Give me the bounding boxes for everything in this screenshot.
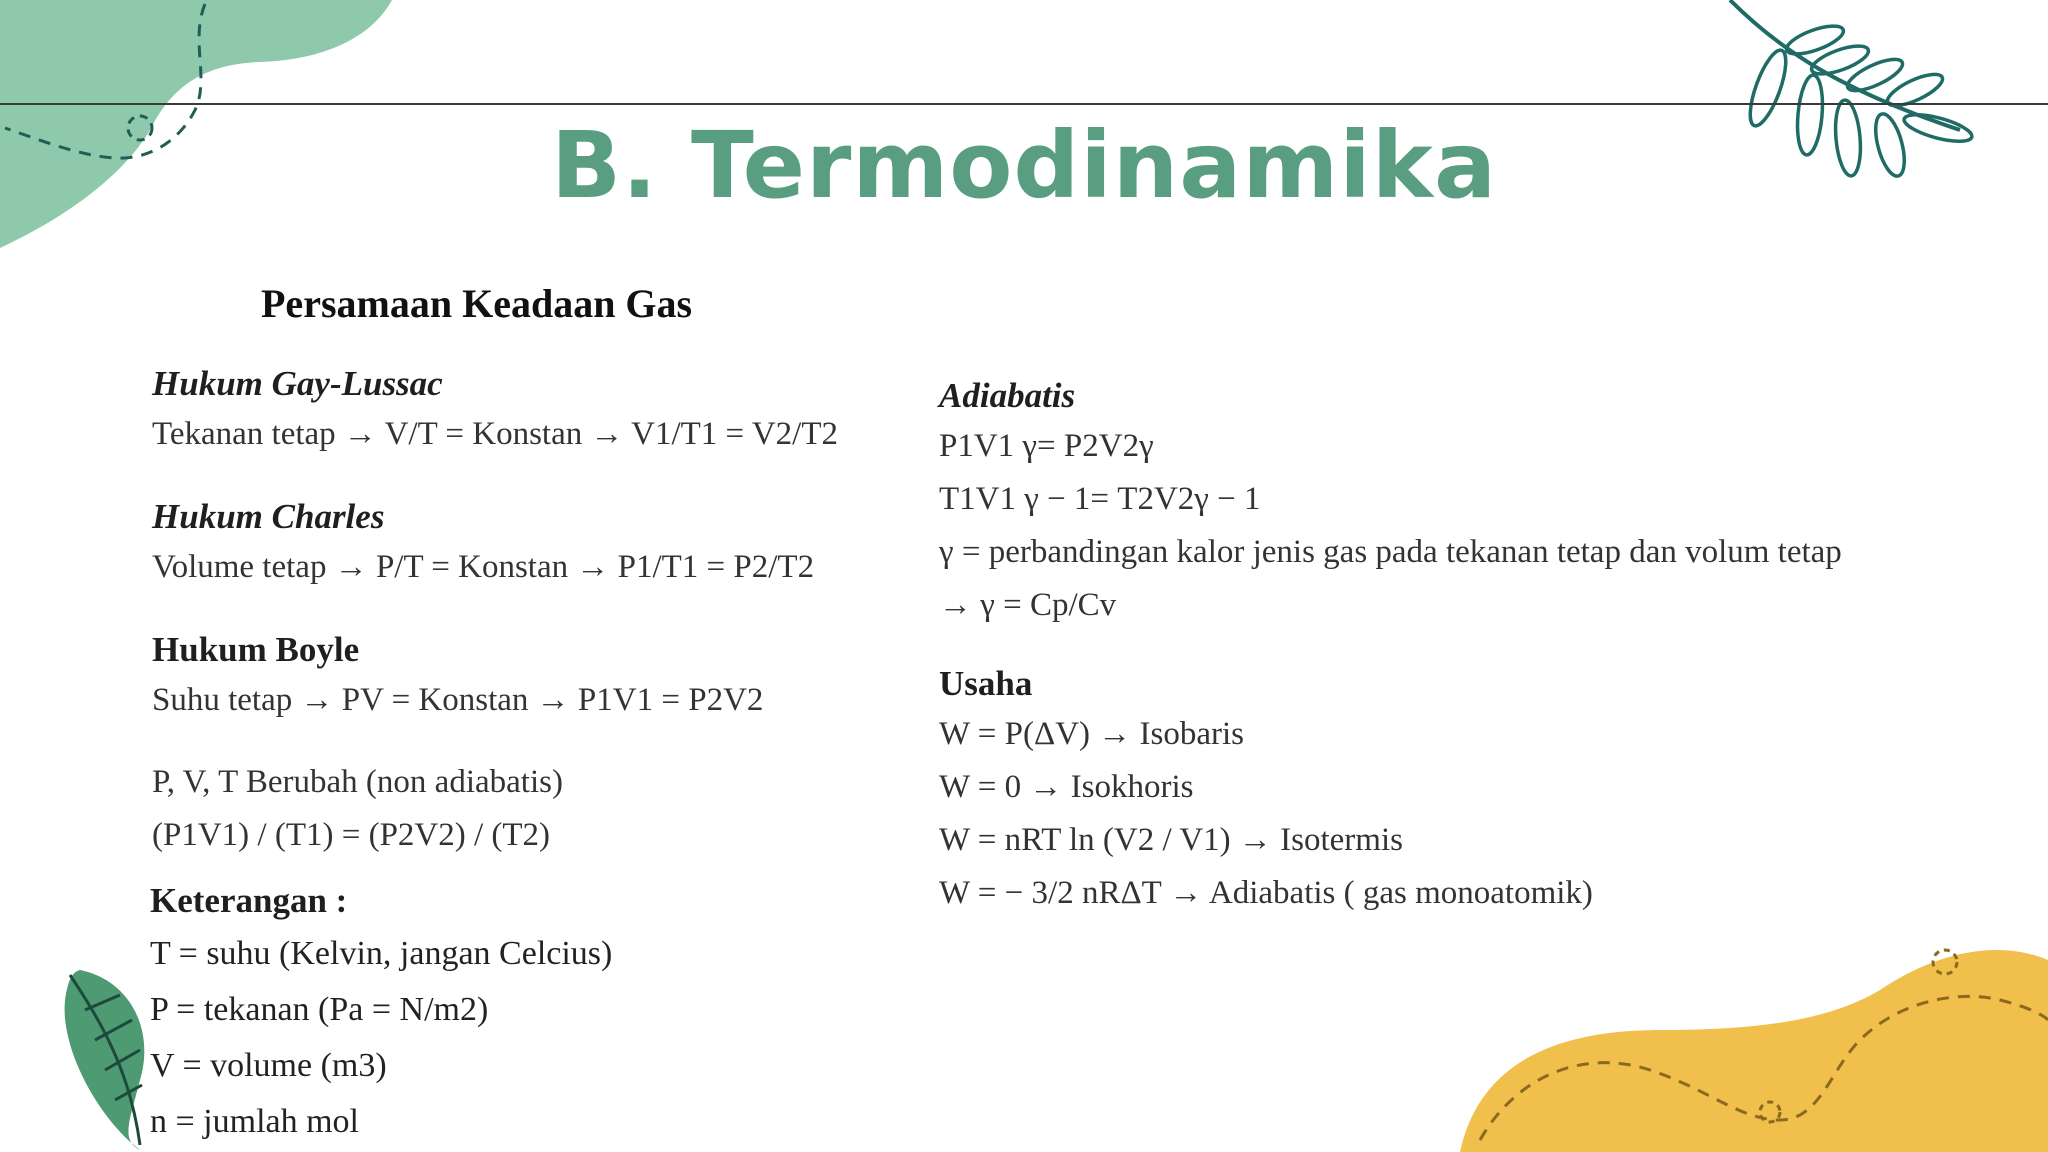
keterangan-item: V = volume (m3) <box>150 1047 387 1084</box>
gay-lussac-equation: Tekanan tetap → V/T = Konstan → V1/T1 = V2/T2 <box>152 416 838 452</box>
usaha-line: W = 0 → Isokhoris <box>939 769 1194 805</box>
keterangan-item: P = tekanan (Pa = N/m2) <box>150 991 489 1028</box>
page-title: B. Termodinamika <box>550 112 1498 219</box>
charles-block <box>152 493 814 594</box>
section-subtitle: Persamaan Keadaan Gas <box>261 281 693 326</box>
boyle-block <box>152 626 763 727</box>
charles-heading: Hukum Charles <box>152 497 385 536</box>
adiabatis-line: → γ = Cp/Cv <box>939 587 1117 623</box>
yellow-blob-bottom-right <box>1440 940 2048 1152</box>
header-rule <box>0 103 2048 105</box>
adiabatis-heading: Adiabatis <box>939 376 1076 415</box>
keterangan-heading: Keterangan : <box>150 881 348 920</box>
boyle-heading: Hukum Boyle <box>152 630 360 669</box>
gay-lussac-block <box>152 360 838 461</box>
pvt-block <box>152 756 563 862</box>
keterangan-item: T = suhu (Kelvin, jangan Celcius) <box>150 935 613 972</box>
usaha-block <box>939 660 1593 920</box>
adiabatis-line: T1V1 γ − 1= T2V2γ − 1 <box>939 481 1261 517</box>
charles-equation: Volume tetap → P/T = Konstan → P1/T1 = P2/T2 <box>152 549 815 585</box>
usaha-line: W = P(ΔV) → Isobaris <box>939 716 1245 752</box>
usaha-heading: Usaha <box>939 664 1033 703</box>
keterangan-item: n = jumlah mol <box>150 1103 359 1140</box>
usaha-line: W = nRT ln (V2 / V1) → Isotermis <box>939 822 1403 858</box>
adiabatis-line: γ = perbandingan kalor jenis gas pada tekanan tetap dan volum tetap <box>939 534 1842 570</box>
leaf-bottom-left <box>60 960 150 1150</box>
keterangan-block <box>150 876 612 1150</box>
pvt-line-2: (P1V1) / (T1) = (P2V2) / (T2) <box>152 817 551 853</box>
gay-lussac-heading: Hukum Gay-Lussac <box>152 364 443 403</box>
pvt-line-1: P, V, T Berubah (non adiabatis) <box>152 764 563 800</box>
boyle-equation: Suhu tetap → PV = Konstan → P1V1 = P2V2 <box>152 682 764 718</box>
adiabatis-line: P1V1 γ= P2V2γ <box>939 428 1154 464</box>
adiabatis-block <box>939 372 1842 632</box>
usaha-line: W = − 3/2 nRΔT → Adiabatis ( gas monoatomik) <box>939 875 1593 911</box>
